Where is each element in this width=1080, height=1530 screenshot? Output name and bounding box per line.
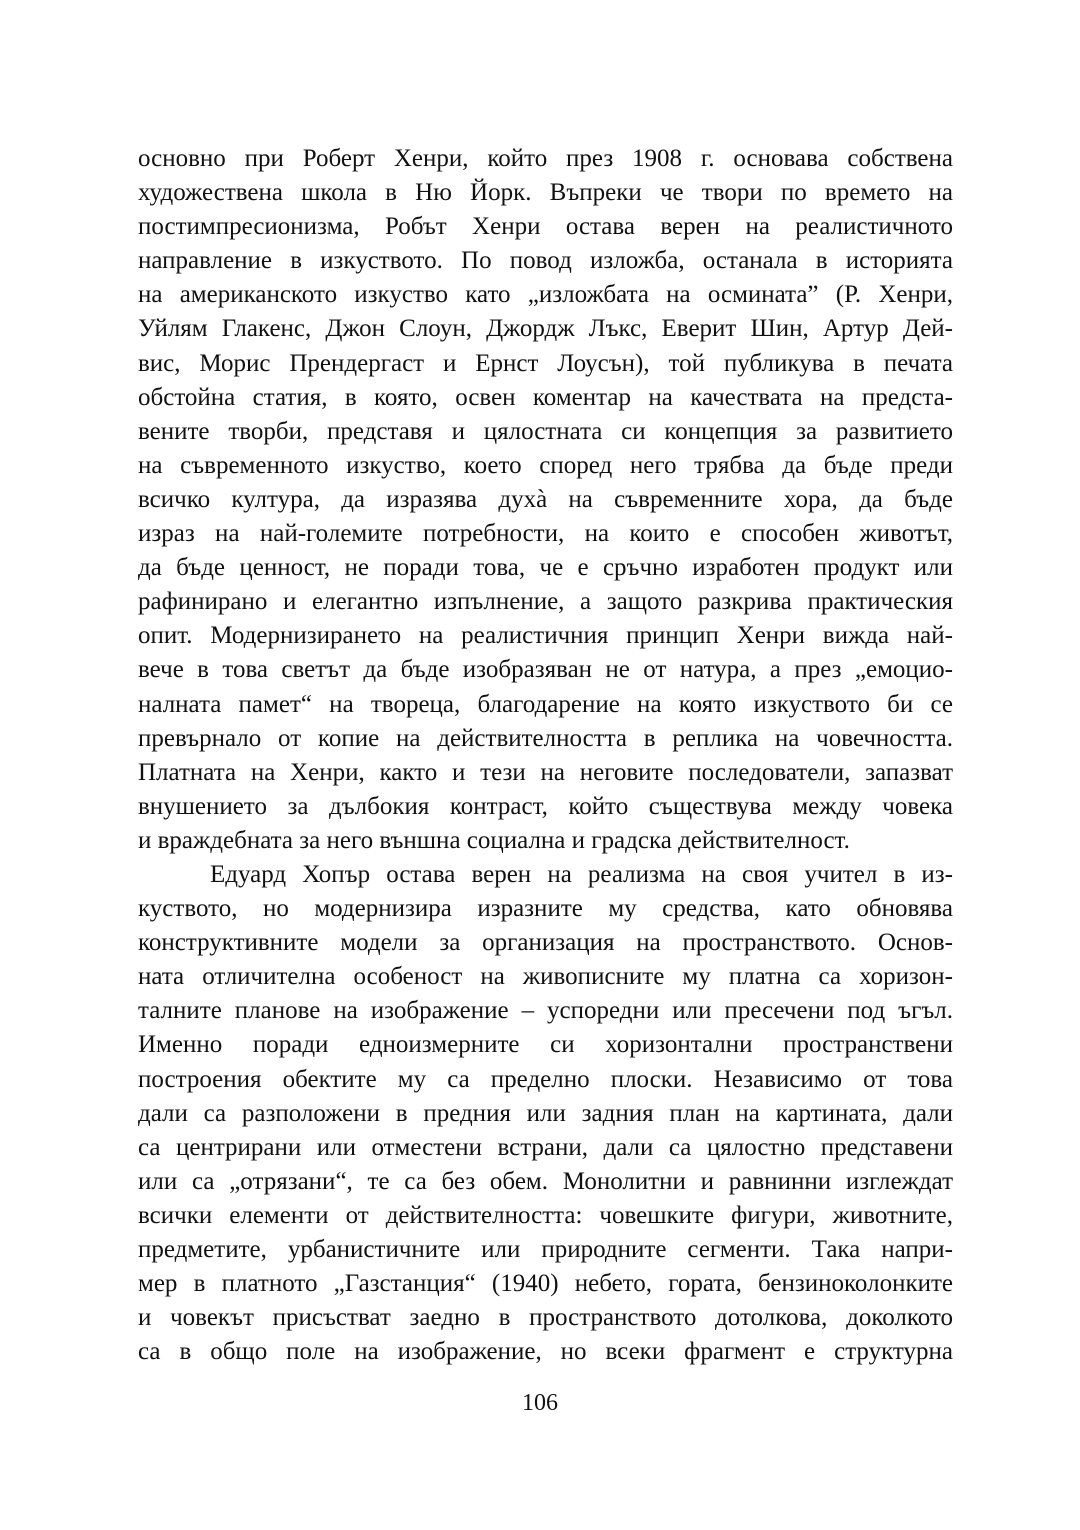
text-line: Едуард Хопър остава верен на реализма на своя учител в из- bbox=[210, 860, 953, 888]
text-line: Уйлям Глакенс, Джон Слоун, Джордж Лъкс, Еверит Шин, Артур Дей- bbox=[138, 315, 953, 343]
text-line: опит. Модернизирането на реалистичния принцип Хенри вижда най- bbox=[138, 622, 953, 650]
paragraph bbox=[138, 142, 953, 858]
text-line: куството, но модернизира изразните му средства, като обновява bbox=[138, 895, 953, 923]
text-line: Именно поради едноизмерните си хоризонтални пространствени bbox=[138, 1031, 953, 1059]
text-line: са центрирани или отместени встрани, дали са цялостно представени bbox=[138, 1133, 953, 1161]
text-line: дали са разположени в предния или задния план на картината, дали bbox=[138, 1099, 953, 1127]
text-line: Платната на Хенри, както и тези на неговите последователи, запазват bbox=[138, 758, 953, 786]
text-line: или са „отрязани“, те са без обем. Монолитни и равнинни изглеждат bbox=[138, 1167, 953, 1195]
text-line: и човекът присъстват заедно в пространството дотолкова, доколкото bbox=[138, 1304, 953, 1332]
paragraph bbox=[138, 858, 953, 1369]
text-line: превърнало от копие на действителността в реплика на човечността. bbox=[138, 724, 953, 752]
text-line: и враждебната за него външна социална и градска действителност. bbox=[138, 826, 850, 854]
text-line: налната памет“ на твореца, благодарение на която изкуството би се bbox=[138, 690, 953, 718]
text-line: израз на най-големите потребности, на които е способен животът, bbox=[138, 520, 953, 548]
text-line: предметите, урбанистичните или природните сегменти. Така напри- bbox=[138, 1236, 953, 1263]
text-line: внушението за дълбокия контраст, който съществува между човека bbox=[138, 792, 953, 820]
text-line: конструктивните модели за организация на пространството. Основ- bbox=[138, 929, 953, 957]
text-line: художествена школа в Ню Йорк. Въпреки че твори по времето на bbox=[138, 179, 953, 207]
text-line: ната отличителна особеност на живописните му платна са хоризон- bbox=[138, 963, 953, 991]
text-line: на съвременното изкуство, което според него трябва да бъде преди bbox=[138, 451, 953, 479]
text-line: вис, Морис Прендергаст и Ернст Лоусън), той публикува в печата bbox=[138, 349, 953, 377]
text-line: вече в това светът да бъде изобразяван не от натура, а през „емоцио- bbox=[138, 656, 953, 684]
text-line: вените творби, представя и цялостната си концепция за развитието bbox=[138, 417, 953, 445]
text-line: основно при Роберт Хенри, който през 1908 г. основава собствена bbox=[138, 145, 953, 172]
text-line: да бъде ценност, не поради това, че е сръчно изработен продукт или bbox=[138, 554, 953, 582]
text-line: построения обектите му са пределно плоски. Независимо от това bbox=[138, 1065, 953, 1093]
text-line: са в общо поле на изображение, но всеки фрагмент е структурна bbox=[138, 1338, 953, 1366]
page-number: 106 bbox=[522, 1390, 558, 1416]
text-line: всички елементи от действителността: човешките фигури, животните, bbox=[138, 1201, 953, 1229]
text-line: мер в платното „Газстанция“ (1940) небето, гората, бензиноколонките bbox=[138, 1270, 953, 1298]
text-line: постимпресионизма, Робът Хенри остава верен на реалистичното bbox=[138, 213, 953, 241]
text-line: талните планове на изображение – успоредни или пресечени под ъгъл. bbox=[138, 997, 953, 1025]
text-line: рафинирано и елегантно изпълнение, а защото разкрива практическия bbox=[138, 588, 953, 616]
text-line: всичко култура, да изразява духà на съвременните хора, да бъде bbox=[138, 485, 953, 513]
text-line: на американското изкуство като „изложбата на осмината” (Р. Хенри, bbox=[138, 281, 953, 309]
text-line: направление в изкуството. По повод изложба, останала в историята bbox=[138, 247, 953, 275]
text-line: обстойна статия, в която, освен коментар на качествата на предста- bbox=[138, 383, 953, 411]
document-body bbox=[138, 142, 953, 1369]
